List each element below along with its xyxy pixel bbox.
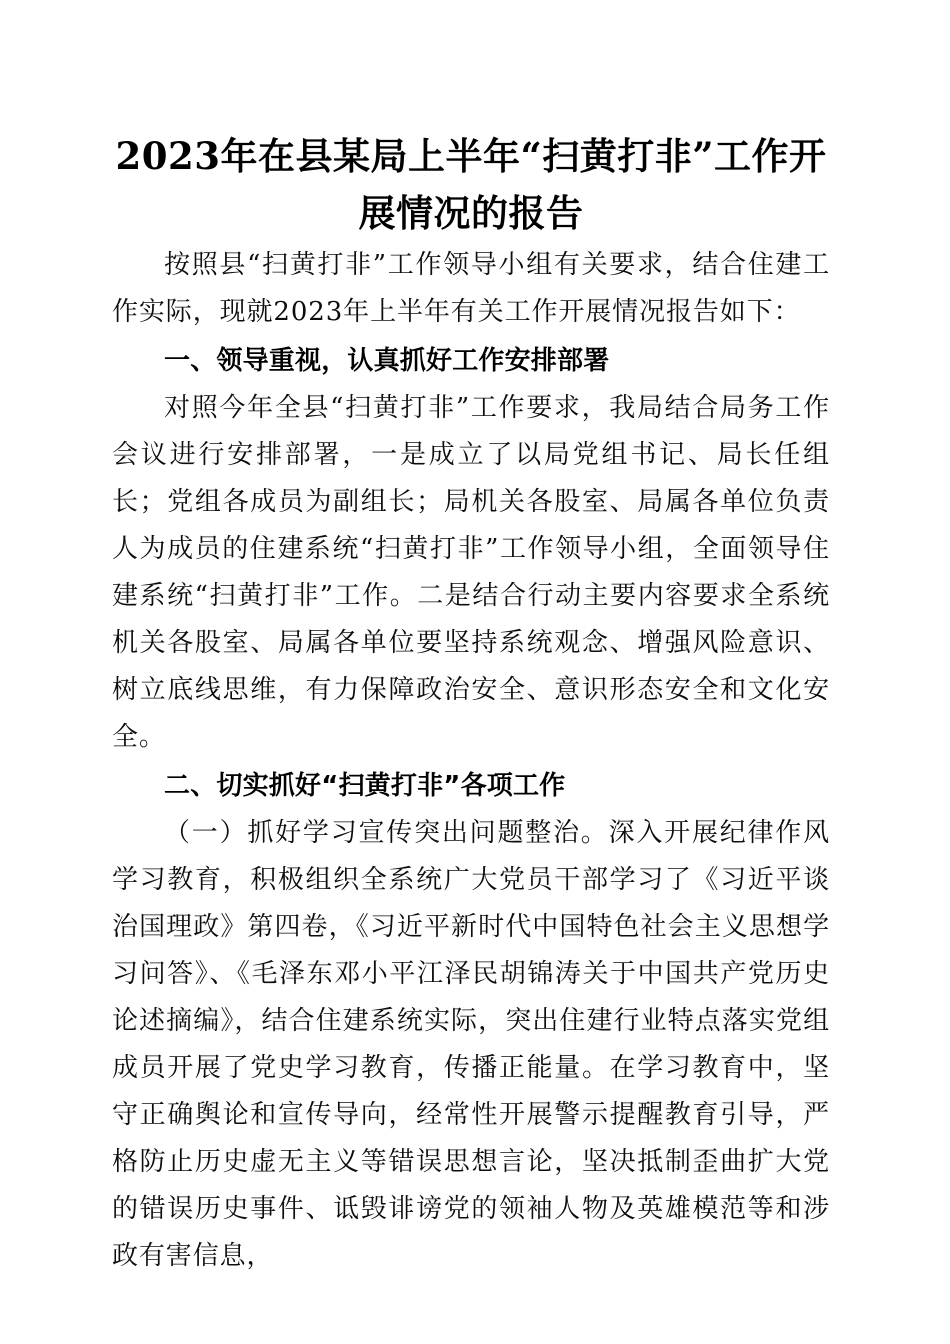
- page-title-line-1: 2023年在县某局上半年“扫黄打非”工作开: [115, 134, 827, 178]
- paragraph-section-2-item-1: （一）抓好学习宣传突出问题整治。深入开展纪律作风学习教育，积极组织全系统广大党员干部学习了《习近平谈治国理政》第四卷，《习近平新时代中国特色社会主义思想学习问答》、《毛泽东邓小平江泽民胡锦涛关于中国共产党历史论述摘编》，结合住建系统实际，突出住建行业特点落实党组成员开展了党史学习教育，传播正能量。在学习教育中，坚守正确舆论和宣传导向，经常性开展警示提醒教育引导，严格防止历史虚无主义等错误思想言论，坚决抵制歪曲扩大党的错误历史事件、诋毁诽谤党的领袖人物及英雄模范等和涉政有害信息，: [112, 818, 830, 1271]
- page-title-line-2: 展情况的报告: [358, 191, 584, 235]
- document-content: [112, 0, 830, 1280]
- section-heading-1: 一、领导重视，认真抓好工作安排部署: [164, 346, 610, 376]
- section-heading-2: 二、切实抓好“扫黄打非”各项工作: [164, 771, 566, 801]
- paragraph-section-1-body: 对照今年全县“扫黄打非”工作要求，我局结合局务工作会议进行安排部署，一是成立了以局党组书记、局长任组长；党组各成员为副组长；局机关各股室、局属各单位负责人为成员的住建系统“扫黄打非”工作领导小组，全面领导住建系统“扫黄打非”工作。二是结合行动主要内容要求全系统机关各股室、局属各单位要坚持系统观念、增强风险意识、树立底线思维，有力保障政治安全、意识形态安全和文化安全。: [112, 393, 830, 752]
- paragraph-intro: 按照县“扫黄打非”工作领导小组有关要求，结合住建工作实际，现就2023年上半年有关工作开展情况报告如下：: [112, 250, 830, 327]
- page-title: [112, 0, 830, 242]
